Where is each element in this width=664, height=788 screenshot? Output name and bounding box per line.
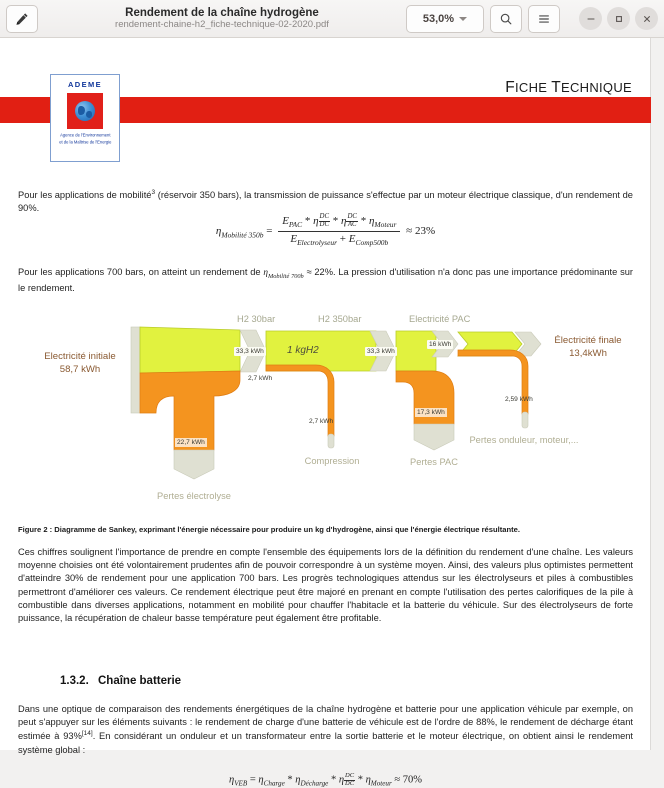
sankey-svg bbox=[18, 314, 638, 524]
formula-fraction: $E_{PAC}$ * η $\frac{DC}{DC}$ * η $\frac{DC}{AC}$ * $\eta_{Moteur}$ $E_{Electrolyseur} + E_{Comp500b}$ bbox=[278, 214, 400, 249]
ademe-logo-wordmark: ADEME bbox=[67, 80, 103, 89]
paragraph-analysis: Ces chiffres soulignent l'importance de prendre en compte l'ensemble des équipements lors de la définition du rendement d'une chaîne. Les valeurs moyenne choisies ont été volontairement prudentes afin de pouvoir correspondre à un système moyen. Ainsi, des valeurs plus optimistes permettent d'atteindre 30% de rendement pour une application 700 bars. Les progrès technologiques attendus sur les électrolyseurs et piles à combustibles permettront d'améliorer ces valeurs. Ce rendement électrique peut être majoré en prenant en compte l'utilisation des pertes calorifiques de la pile à combustible dans diverses applications, notamment en mobilité pour chauffer l'habitacle et la batterie du véhicule. Sur des électrolyseurs de forte puissance, la récupération de chaleur basse température peut également être profitable. bbox=[18, 547, 633, 623]
minimize-icon bbox=[586, 14, 596, 24]
pdf-page bbox=[0, 38, 651, 788]
sankey-label-pertes-onduleur: Pertes onduleur, moteur,... bbox=[469, 435, 579, 445]
sankey-label-final-text: Électricité finale bbox=[554, 335, 622, 346]
window-titlebar bbox=[0, 0, 664, 38]
sankey-label-pertes-pac: Pertes PAC bbox=[410, 457, 458, 467]
sankey-label-h2-30bar: H2 30bar bbox=[237, 314, 276, 324]
sankey-value-2-7-bottom: 2,7 kWh bbox=[309, 418, 334, 425]
formula-result-veb: ≈ 70% bbox=[394, 774, 423, 786]
formula-result-350b: ≈ 23% bbox=[406, 225, 436, 238]
close-button[interactable] bbox=[635, 7, 658, 30]
sankey-loss-onduleur bbox=[458, 350, 528, 414]
page-header-label: FICHE TECHNIQUE bbox=[505, 79, 632, 96]
sankey-value-22-7: 22,7 kWh bbox=[177, 439, 205, 446]
sankey-value-2-59: 2,59 kWh bbox=[505, 396, 533, 403]
sankey-node-start bbox=[131, 327, 140, 413]
sankey-diagram bbox=[18, 314, 638, 524]
sankey-value-33-3-a: 33,3 kWh bbox=[236, 348, 264, 355]
document-viewport[interactable] bbox=[0, 38, 664, 788]
sankey-value-17-3: 17,3 kWh bbox=[417, 409, 445, 416]
sankey-flow-electrolysis bbox=[140, 327, 240, 373]
sankey-label-elec-pac: Electricité PAC bbox=[409, 314, 471, 324]
formula-veb: $\eta_{VEB} = \eta_{Charge} * \eta_{Décharge} * \eta$ $\frac{DC}{DC}$ * $\eta_{Moteur} \approx 70\%$ bbox=[228, 772, 423, 788]
sankey-label-compression: Compression bbox=[304, 456, 360, 466]
close-icon bbox=[642, 14, 652, 24]
ademe-tagline-line-1: Agence de l'Environnement bbox=[59, 133, 111, 138]
sankey-loss-compression bbox=[266, 365, 334, 436]
paragraph-mobility-intro: Pour les applications de mobilité$^3$ (réservoir 350 bars), la transmission de puissance s'effectue par un moteur électrique classique, d'un rendement de 90%. bbox=[18, 189, 633, 214]
sankey-node-h2-30bar bbox=[240, 330, 266, 372]
section-heading-text: Chaîne batterie bbox=[98, 675, 182, 687]
paragraph-mobility-700b: Pour les applications 700 bars, on atteint un rendement de $\eta_{Mobilité 700b} \approx 22\%$. La pression d'utilisation n'a donc pas une importance prédominante sur le rendement. bbox=[18, 267, 633, 293]
sankey-loss-node-compression bbox=[328, 434, 334, 448]
maximize-button[interactable] bbox=[607, 7, 630, 30]
hamburger-menu-icon bbox=[537, 12, 551, 26]
ademe-logo-square bbox=[67, 93, 103, 129]
globe-icon bbox=[75, 101, 95, 121]
sankey-value-16: 16 kWh bbox=[429, 341, 452, 348]
minimize-button[interactable] bbox=[579, 7, 602, 30]
sankey-loss-node-onduleur bbox=[522, 412, 528, 428]
paragraph-batterie: Dans une optique de comparaison des rendements énergétiques de la chaîne hydrogène et batterie pour une application véhicule par exemple, on peut s'appuyer sur les éléments suivants : le rendement de charge d'une batterie de véhicule est de l'ordre de 88%, le rendement de décharge étant estimée à 93%[14]. En considérant un onduleur et un transformateur entre la sortie batterie et le moteur électrique, on obtient ainsi le rendement système global : bbox=[18, 704, 634, 755]
annotate-button[interactable] bbox=[6, 5, 38, 33]
ademe-logo bbox=[50, 74, 120, 162]
main-menu-button[interactable] bbox=[528, 5, 560, 33]
sankey-label-start-value: 58,7 kWh bbox=[59, 363, 101, 375]
search-icon bbox=[499, 12, 513, 26]
section-heading-batterie bbox=[60, 675, 181, 687]
ademe-logo-tagline bbox=[59, 133, 111, 145]
chevron-down-icon bbox=[459, 17, 467, 21]
sankey-value-2-7-top: 2,7 kWh bbox=[248, 375, 273, 382]
sankey-label-h2-350bar: H2 350bar bbox=[318, 314, 362, 324]
ademe-tagline-line-2: et de la Maîtrise de l'Energie bbox=[58, 139, 112, 145]
document-title: Rendement de la chaîne hydrogène bbox=[125, 6, 319, 19]
pen-icon bbox=[15, 12, 29, 26]
sankey-label-final-value: 13,4kWh bbox=[569, 347, 607, 359]
search-button[interactable] bbox=[490, 5, 522, 33]
sankey-loss-electrolyse bbox=[140, 371, 240, 460]
sankey-label-1kgh2: 1 kgH2 bbox=[287, 345, 319, 356]
title-block bbox=[38, 7, 406, 30]
document-filename: rendement-chaine-h2_fiche-technique-02-2020.pdf bbox=[115, 19, 329, 31]
sankey-flow-h2-350-to-pac bbox=[396, 331, 436, 371]
sankey-value-33-3-b: 33,3 kWh bbox=[367, 348, 395, 355]
zoom-selector[interactable] bbox=[406, 5, 484, 33]
zoom-level-value: 53,0% bbox=[422, 12, 455, 25]
section-heading-number: 1.3.2. bbox=[60, 675, 89, 687]
sankey-loss-node-pac bbox=[414, 424, 454, 450]
figure-caption: Figure 2 : Diagramme de Sankey, exprimant l'énergie nécessaire pour produire un kg d'hydrogène, ainsi que l'énergie électrique résultante. bbox=[18, 525, 520, 534]
formula-mobility-350b: $\eta_{Mobilité 350b}$ = $E_{PAC}$ * η $\frac{DC}{DC}$ * η $\frac{DC}{AC}$ * $\eta_{Moteur}$ $E_{Electrolyseur} + E_{Comp500b}$ ≈ 23% bbox=[215, 213, 436, 248]
sankey-label-pertes-electrolyse: Pertes électrolyse bbox=[157, 491, 231, 501]
maximize-icon bbox=[614, 14, 624, 24]
sankey-label-start-text: Electricité initiale bbox=[44, 351, 116, 362]
sankey-loss-node-electrolyse bbox=[174, 450, 214, 479]
